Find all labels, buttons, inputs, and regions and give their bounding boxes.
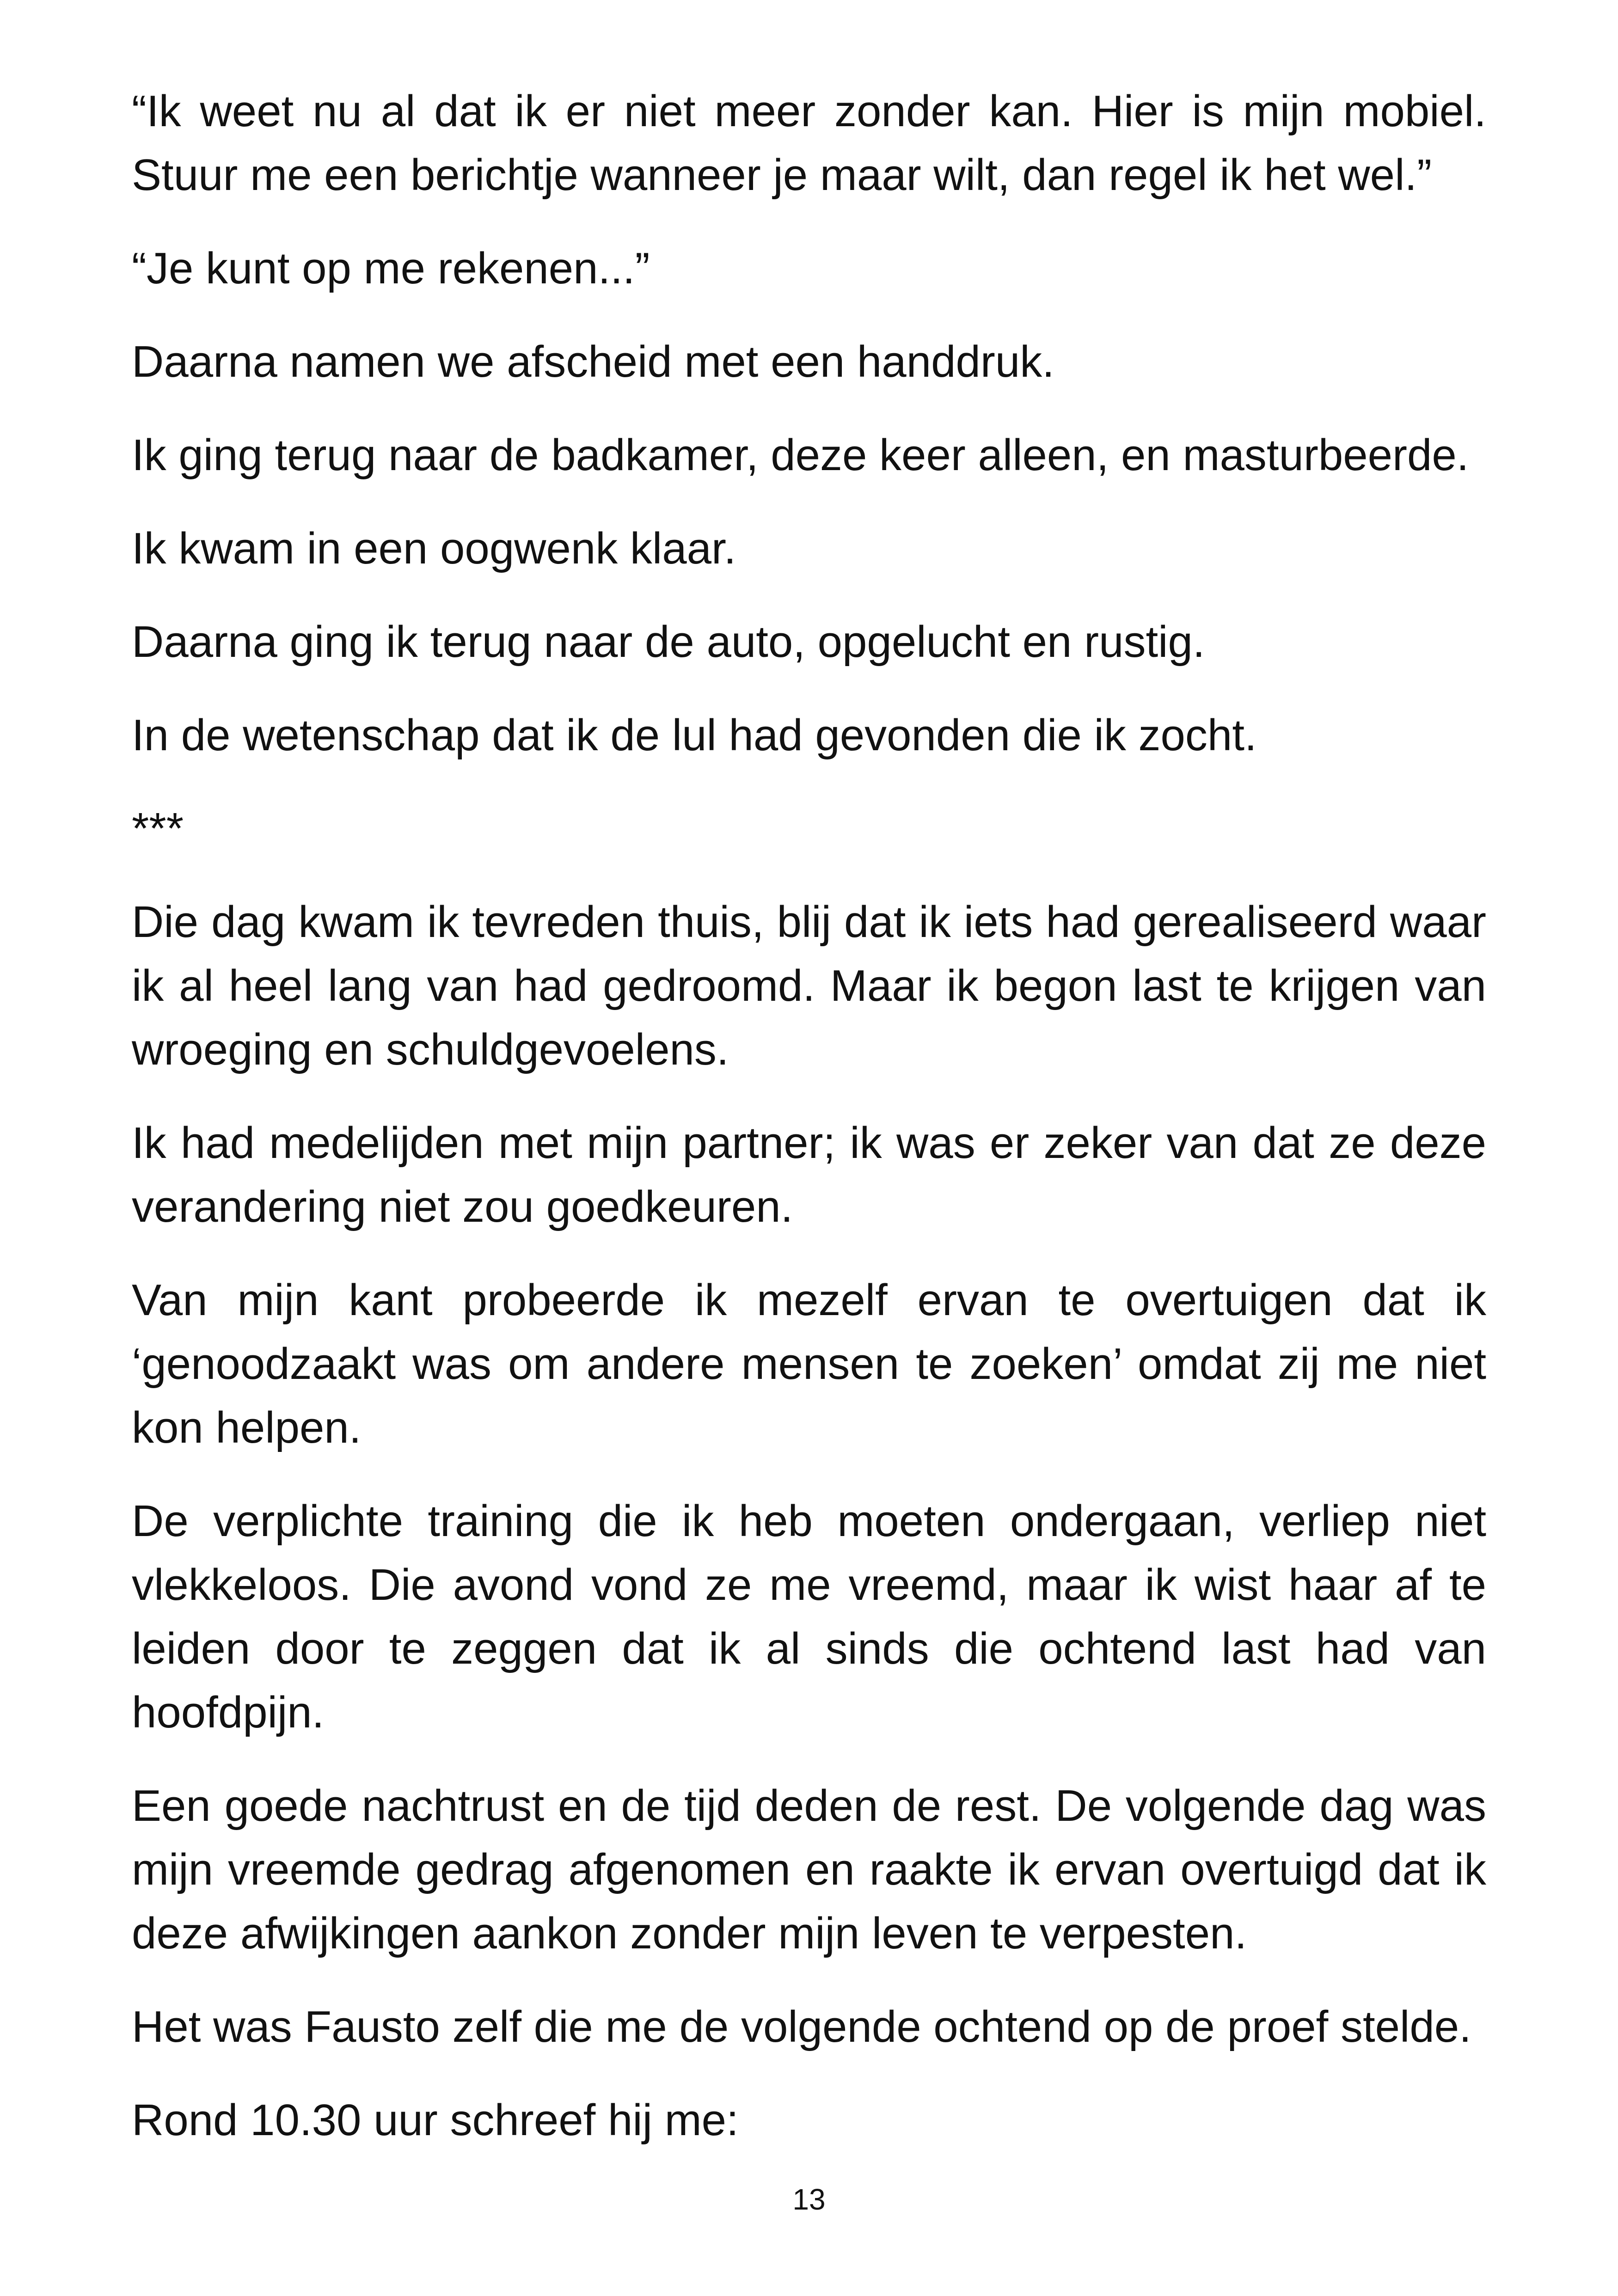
paragraph-3: Daarna namen we afscheid met een handdruk.	[132, 337, 1054, 386]
paragraph-13: Het was Fausto zelf die me de volgende ochtend op de proef stelde.	[132, 2002, 1471, 2051]
paragraph-7: In de wetenschap dat ik de lul had gevonden die ik zocht.	[132, 710, 1257, 760]
paragraph-10: Van mijn kant probeerde ik mezelf ervan te overtuigen dat ik ‘genoodzaakt was om andere mensen te zoeken’ omdat zij me niet kon helpen.	[132, 1275, 1486, 1452]
paragraph-12: Een goede nachtrust en de tijd deden de rest. De volgende dag was mijn vreemde gedrag afgenomen en raakte ik ervan overtuigd dat ik deze afwijkingen aankon zonder mijn leven te verpesten.	[132, 1781, 1486, 1958]
paragraph-1: “Ik weet nu al dat ik er niet meer zonder kan. Hier is mijn mobiel. Stuur me een berichtje wanneer je maar wilt, dan regel ik het wel.”	[132, 86, 1486, 200]
paragraph-14: Rond 10.30 uur schreef hij me:	[132, 2095, 739, 2145]
paragraph-8: Die dag kwam ik tevreden thuis, blij dat ik iets had gerealiseerd waar ik al heel lang van had gedroomd. Maar ik begon last te krijgen van wroeging en schuldgevoelens.	[132, 897, 1486, 1074]
page-number: 13	[792, 2183, 826, 2216]
paragraph-2: “Je kunt op me rekenen...”	[132, 244, 650, 293]
paragraph-11: De verplichte training die ik heb moeten ondergaan, verliep niet vlekkeloos. Die avond vond ze me vreemd, maar ik wist haar af te leiden door te zeggen dat ik al sinds die ochtend last had van hoofdpijn.	[132, 1496, 1486, 1737]
paragraph-5: Ik kwam in een oogwenk klaar.	[132, 524, 736, 573]
section-separator: ***	[132, 804, 184, 853]
paragraph-4: Ik ging terug naar de badkamer, deze keer alleen, en masturbeerde.	[132, 430, 1469, 480]
paragraph-9: Ik had medelijden met mijn partner; ik was er zeker van dat ze deze verandering niet zou goedkeuren.	[132, 1118, 1486, 1231]
body-text	[132, 80, 1486, 2182]
paragraph-6: Daarna ging ik terug naar de auto, opgelucht en rustig.	[132, 617, 1205, 667]
